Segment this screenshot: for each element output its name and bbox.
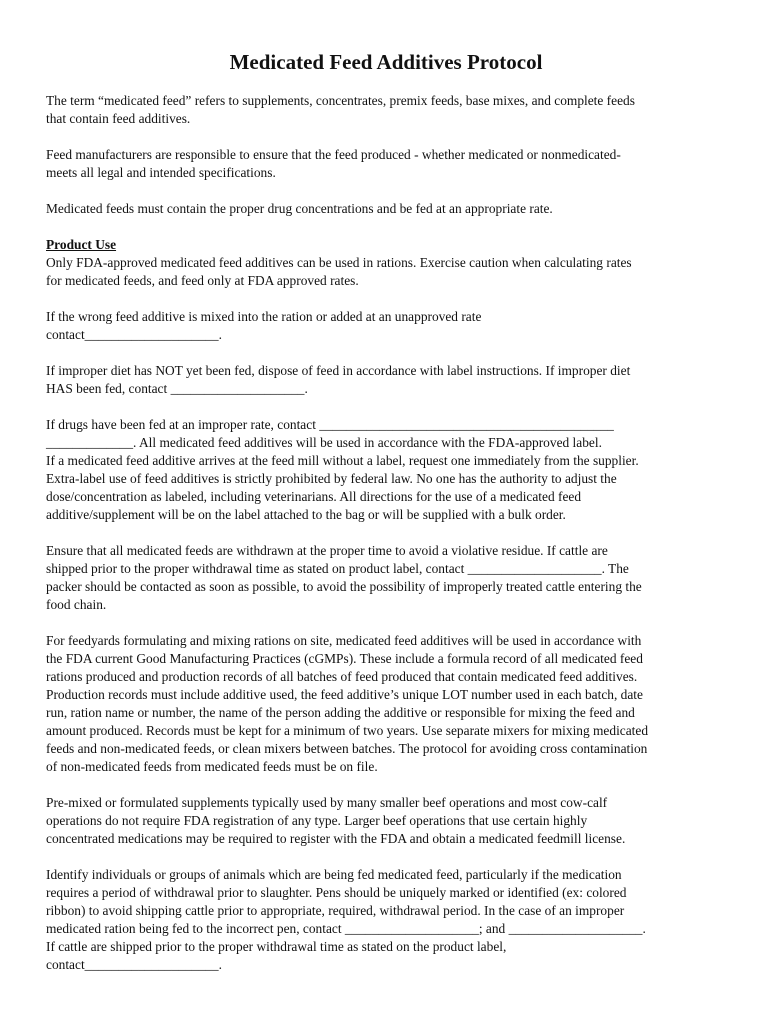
text-line: additive/supplement will be on the label attached to the bag or will be supplied with a bulk order. — [46, 507, 566, 522]
text-line: If the wrong feed additive is mixed into the ration or added at an unapproved rate — [46, 309, 482, 324]
text-line: Identify individuals or groups of animals which are being fed medicated feed, particularly if the medication — [46, 867, 622, 882]
paragraph-feedyards-cgmp — [46, 632, 726, 776]
text-line: If drugs have been fed at an improper rate, contact ____________________________________________ — [46, 417, 614, 432]
paragraph-withdrawal — [46, 542, 726, 614]
paragraph-identify-animals — [46, 866, 726, 974]
paragraph-definition — [46, 92, 726, 128]
text-line: amount produced. Records must be kept for a minimum of two years. Use separate mixers for mixing medicated — [46, 723, 649, 738]
text-line: medicated ration being fed to the incorrect pen, contact ____________________; and ____________________. — [46, 921, 646, 936]
product-use-heading: Product Use — [46, 237, 117, 252]
paragraph-premixed-supplements — [46, 794, 726, 848]
text-line: of non-medicated feeds from medicated feeds must be on file. — [46, 759, 378, 774]
text-line: the FDA current Good Manufacturing Practices (cGMPs). These include a formula record of all medicated feed — [46, 651, 643, 666]
paragraph-wrong-additive — [46, 308, 726, 344]
text-line: requires a period of withdrawal prior to slaughter. Pens should be uniquely marked or identified (ex: colored — [46, 885, 627, 900]
text-line: _____________. All medicated feed additives will be used in accordance with the FDA-approved label. — [46, 435, 602, 450]
text-line: contact____________________. — [46, 327, 222, 342]
text-line: for medicated feeds, and feed only at FDA approved rates. — [46, 273, 359, 288]
text-line: that contain feed additives. — [46, 111, 191, 126]
paragraph-manufacturer-responsibility — [46, 146, 726, 182]
text-line: operations do not require FDA registration of any type. Larger beef operations that use certain highly — [46, 813, 588, 828]
text-line: Medicated feeds must contain the proper drug concentrations and be fed at an appropriate rate. — [46, 201, 553, 216]
text-line: food chain. — [46, 597, 107, 612]
text-line: Only FDA-approved medicated feed additives can be used in rations. Exercise caution when calculating rates — [46, 255, 632, 270]
text-line: dose/concentration as labeled, including veterinarians. All directions for the use of a medicated feed — [46, 489, 582, 504]
text-line: If a medicated feed additive arrives at the feed mill without a label, request one immediately from the supplier. — [46, 453, 639, 468]
text-line: Ensure that all medicated feeds are withdrawn at the proper time to avoid a violative residue. If cattle are — [46, 543, 608, 558]
text-line: The term “medicated feed” refers to supplements, concentrates, premix feeds, base mixes, and complete feeds — [46, 93, 635, 108]
text-line: HAS been fed, contact ____________________. — [46, 381, 308, 396]
text-line: Extra-label use of feed additives is strictly prohibited by federal law. No one has the authority to adjust the — [46, 471, 617, 486]
paragraph-improper-diet — [46, 362, 726, 398]
text-line: rations produced and production records of all batches of feed produced that contain medicated feed additives. — [46, 669, 638, 684]
text-line: feeds and non-medicated feeds, or clean mixers between batches. The protocol for avoiding cross contamination — [46, 741, 648, 756]
text-line: shipped prior to the proper withdrawal time as stated on product label, contact ____________________. The — [46, 561, 629, 576]
text-line: Pre-mixed or formulated supplements typically used by many smaller beef operations and most cow-calf — [46, 795, 608, 810]
text-line: concentrated medications may be required to register with the FDA and obtain a medicated feedmill license. — [46, 831, 626, 846]
text-line: run, ration name or number, the name of the person adding the additive or responsible for mixing the feed and — [46, 705, 635, 720]
text-line: If improper diet has NOT yet been fed, dispose of feed in accordance with label instructions. If improper diet — [46, 363, 631, 378]
text-line: contact____________________. — [46, 957, 222, 972]
text-line: For feedyards formulating and mixing rations on site, medicated feed additives will be used in accordance with — [46, 633, 642, 648]
document-title: Medicated Feed Additives Protocol — [229, 50, 543, 74]
section-product-use — [46, 236, 726, 290]
paragraph-drug-concentration — [46, 200, 726, 218]
paragraph-improper-rate — [46, 416, 726, 524]
text-line: ribbon) to avoid shipping cattle prior to appropriate, required, withdrawal period. In the case of an improper — [46, 903, 625, 918]
text-line: If cattle are shipped prior to the proper withdrawal time as stated on the product label, — [46, 939, 507, 954]
text-line: packer should be contacted as soon as possible, to avoid the possibility of improperly treated cattle entering the — [46, 579, 642, 594]
text-line: meets all legal and intended specifications. — [46, 165, 276, 180]
text-line: Feed manufacturers are responsible to ensure that the feed produced - whether medicated or nonmedicated- — [46, 147, 621, 162]
text-line: Production records must include additive used, the feed additive’s unique LOT number used in each batch, date — [46, 687, 643, 702]
